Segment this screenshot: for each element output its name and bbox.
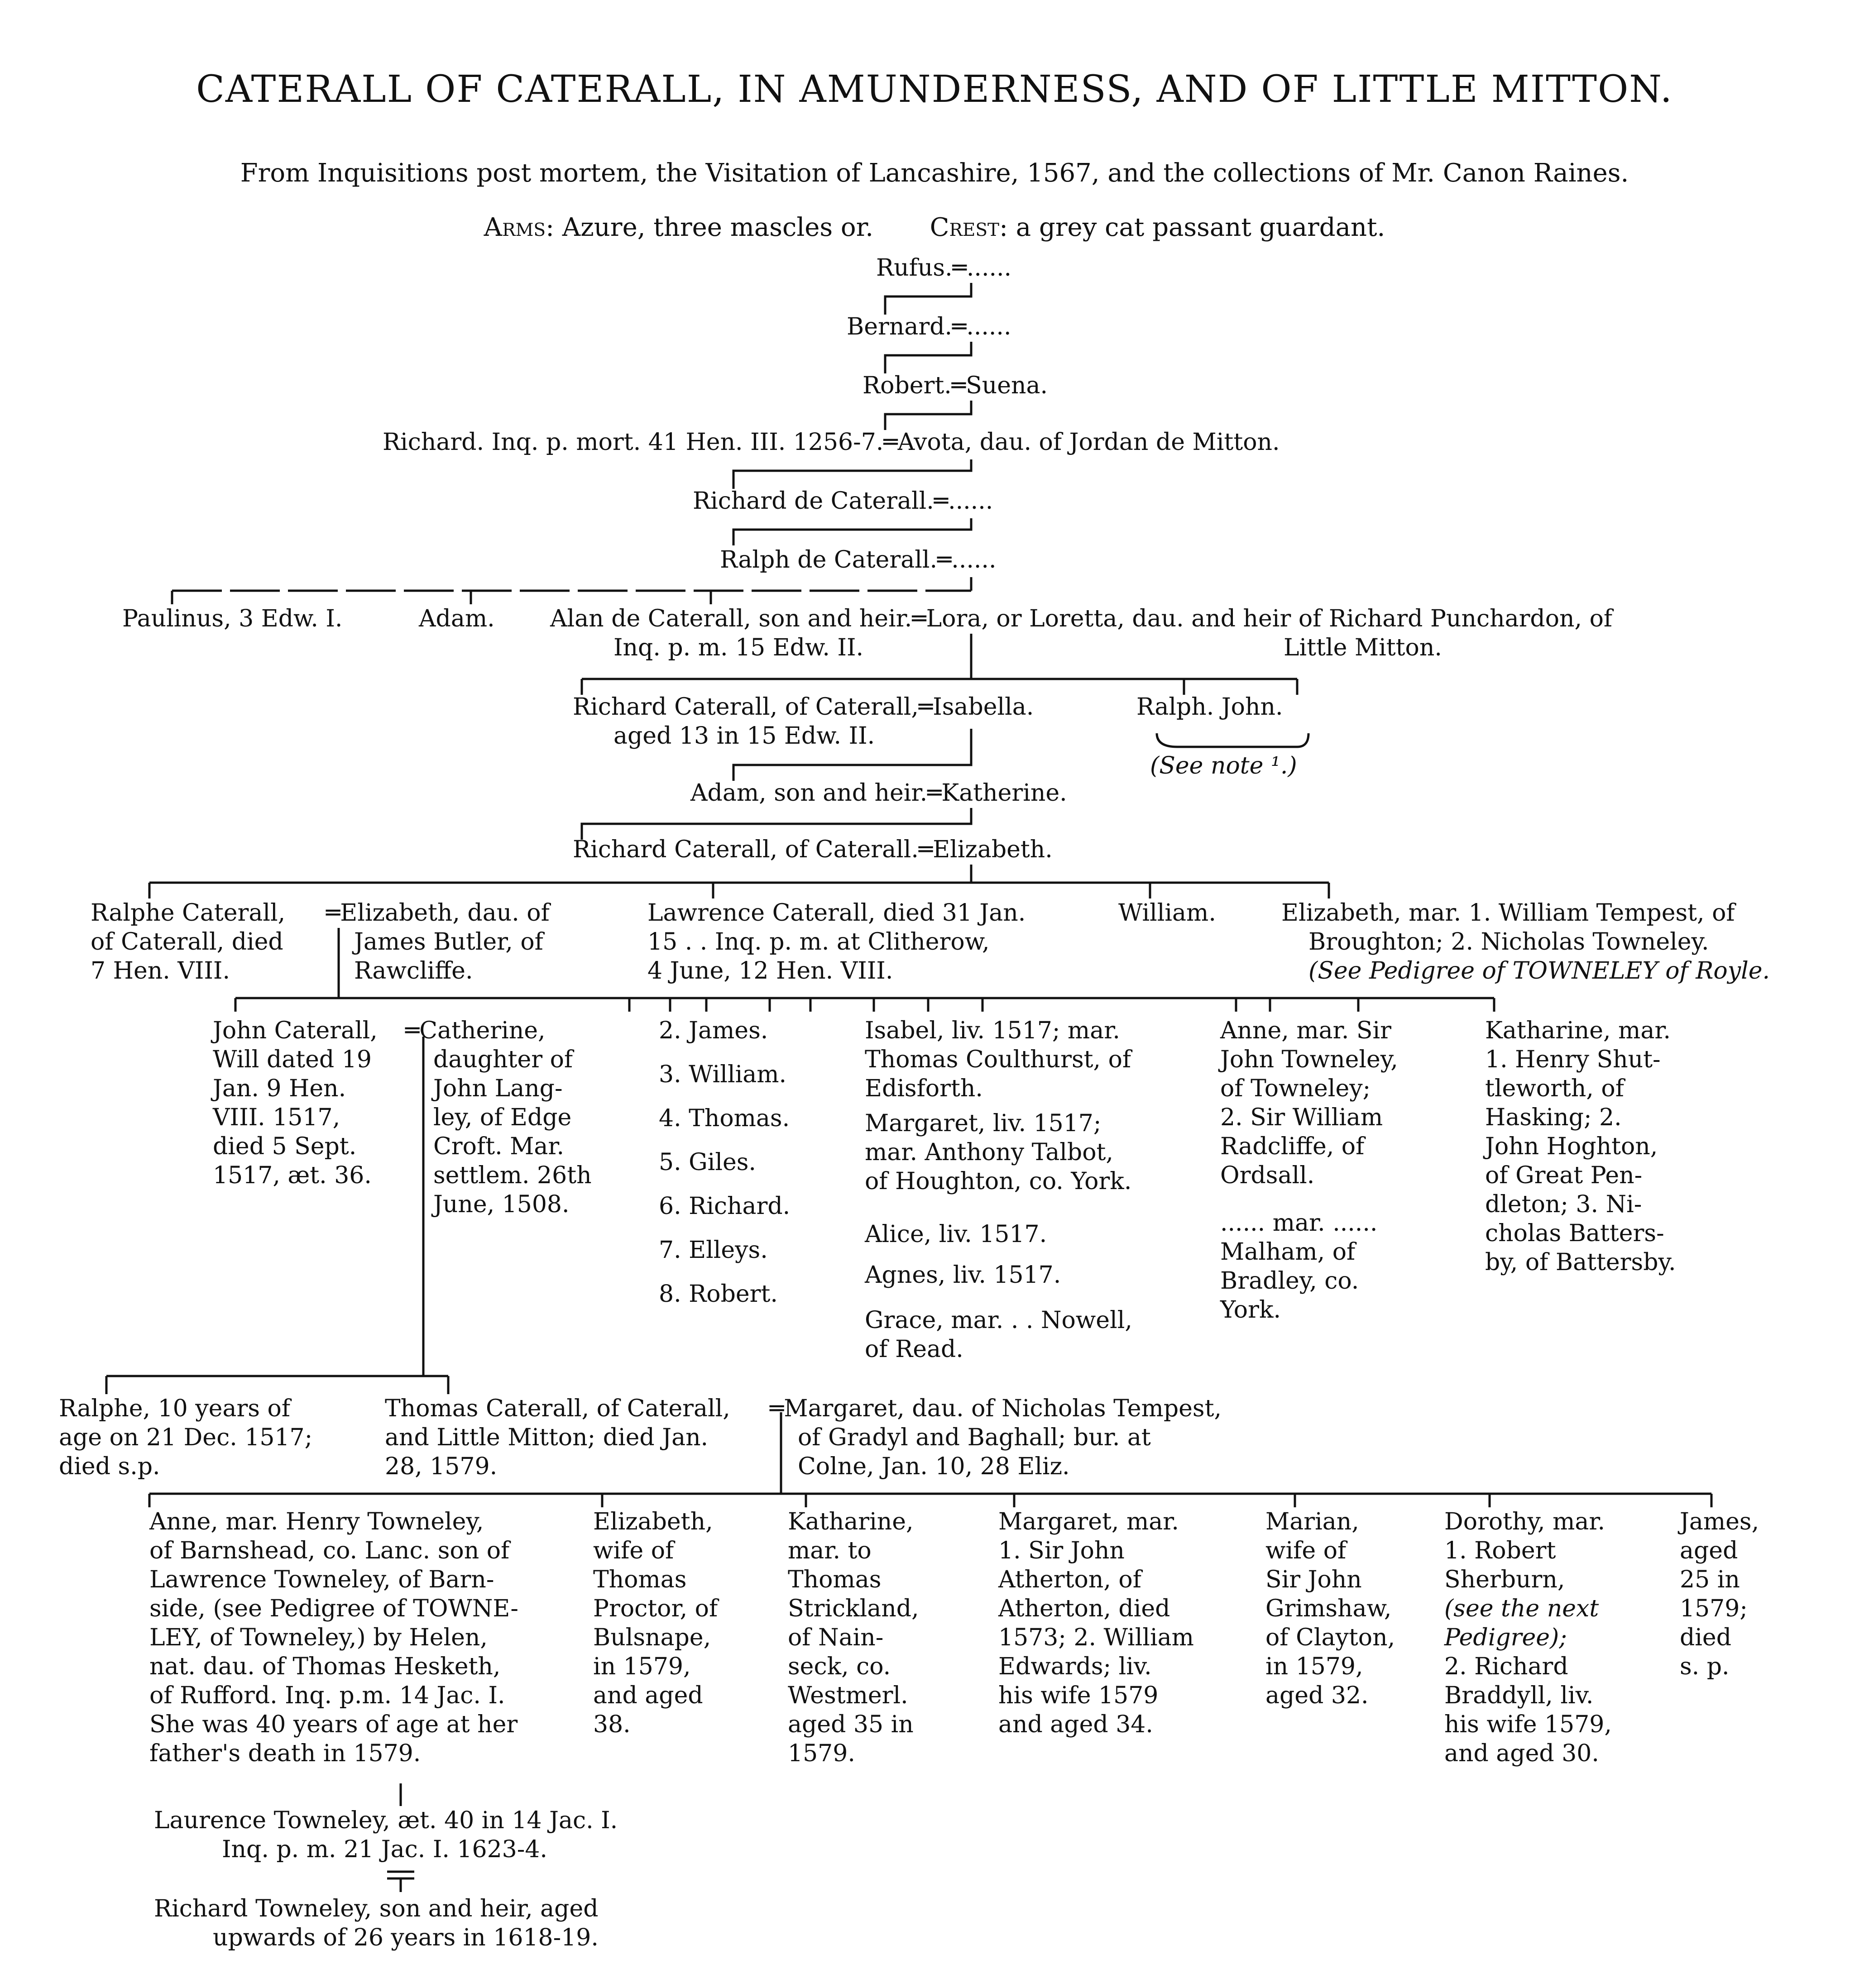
adam: Adam. (419, 605, 495, 632)
malham: ...... mar. ...... Malham, of Bradley, co. York. (1220, 1209, 1378, 1324)
ralphe-caterall: Ralphe Caterall, of Caterall, died 7 Hen. VIII. (91, 899, 286, 984)
child-dorothy: Dorothy, mar. 1. Robert Sherburn, (see the next Pedigree); 2. Richard Braddyll, liv. his wife 1579, and aged 30. (1444, 1508, 1612, 1767)
elizabeth-tempest: Elizabeth, mar. 1. William Tempest, of Broughton; 2. Nicholas Towneley. (See Pedigree of TOWNELEY of Royle. (1281, 899, 1770, 984)
margaret-talbot: Margaret, liv. 1517; mar. Anthony Talbot, of Houghton, co. York. (865, 1110, 1132, 1195)
sons-list: 2. James. 3. William. 4. Thomas. 5. Giles. 6. Richard. 7. Elleys. 8. Robert. (659, 1017, 791, 1308)
ralph-john: Ralph. John. (1136, 693, 1283, 721)
arms-line (0, 213, 1869, 242)
child-elizabeth: Elizabeth, wife of Thomas Proctor, of Bulsnape, in 1579, and aged 38. (593, 1508, 718, 1738)
document-title: CATERALL OF CATERALL, IN AMUNDERNESS, AND OF LITTLE MITTON. (196, 68, 1673, 111)
gen-richard: Richard. Inq. p. mort. 41 Hen. III. 1256-7.═Avota, dau. of Jordan de Mitton. (383, 429, 1280, 456)
paulinus: Paulinus, 3 Edw. I. (122, 605, 343, 632)
ralphe-died-sp: Ralphe, 10 years of age on 21 Dec. 1517; died s.p. (59, 1395, 313, 1480)
catherine-langley: ═Catherine, daughter of John Lang- ley, of Edge Croft. Mar. settlem. 26th June, 1508. (405, 1017, 592, 1218)
elizabeth-butler: ═Elizabeth, dau. of James Butler, of Rawcliffe. (326, 899, 550, 984)
anne-towneley: Anne, mar. Sir John Towneley, of Towneley; 2. Sir William Radcliffe, of Ordsall. (1220, 1017, 1398, 1189)
john-caterall: John Caterall, Will dated 19 Jan. 9 Hen. VIII. 1517, died 5 Sept. 1517, æt. 36. (213, 1017, 378, 1189)
richard-caterall-line-2: aged 13 in 15 Edw. II. (613, 722, 875, 750)
child-james: James, aged 25 in 1579; died s. p. (1680, 1508, 1759, 1680)
child-anne: Anne, mar. Henry Towneley, of Barnshead, co. Lanc. son of Lawrence Towneley, of Barn- side, (see Pedigree of TOWNE- LEY, of Towneley,) by Helen, nat. dau. of Thomas Hesketh, of Rufford. Inq. p.m. 14 Jac. I. She was 40 years of age at her father's death in 1579. (149, 1508, 518, 1767)
richard-caterall-line-1: Richard Caterall, of Caterall,═Isabella. (573, 693, 1034, 721)
child-katharine: Katharine, mar. to Thomas Strickland, of Nain- seck, co. Westmerl. aged 35 in 1579. (788, 1508, 919, 1767)
lawrence-caterall: Lawrence Caterall, died 31 Jan. 15 . . Inq. p. m. at Clitherow, 4 June, 12 Hen. VIII. (647, 899, 1026, 984)
child-marian: Marian, wife of Sir John Grimshaw, of Clayton, in 1579, aged 32. (1265, 1508, 1395, 1709)
richard-towneley: Richard Towneley, son and heir, aged upwards of 26 years in 1618-19. (154, 1895, 599, 1951)
laurence-towneley: Laurence Towneley, æt. 40 in 14 Jac. I. Inq. p. m. 21 Jac. I. 1623-4. (154, 1807, 618, 1863)
alice: Alice, liv. 1517. (865, 1221, 1047, 1248)
adam-son-and-heir: Adam, son and heir.═Katherine. (690, 779, 1067, 807)
gen-richard-de-caterall: Richard de Caterall.═...... (693, 487, 993, 515)
grace: Grace, mar. . . Nowell, of Read. (865, 1307, 1132, 1363)
william: William. (1118, 899, 1216, 927)
gen-ralph-de-caterall: Ralph de Caterall.═...... (720, 546, 997, 573)
isabel: Isabel, liv. 1517; mar. Thomas Coulthurst, of Edisforth. (865, 1017, 1131, 1102)
gen-robert: Robert.═Suena. (863, 372, 1048, 399)
margaret-tempest: ═Margaret, dau. of Nicholas Tempest, of Gradyl and Baghall; bur. at Colne, Jan. 10, 28 Eliz. (770, 1395, 1222, 1480)
alan-line-2: Inq. p. m. 15 Edw. II. (613, 634, 864, 661)
alan-line-1: Alan de Caterall, son and heir.═Lora, or Loretta, dau. and heir of Richard Punchardon, of (550, 605, 1613, 632)
gen-rufus: Rufus.═...... (876, 254, 1012, 282)
agnes: Agnes, liv. 1517. (865, 1262, 1061, 1289)
document-subtitle: From Inquisitions post mortem, the Visitation of Lancashire, 1567, and the collections of Mr. Canon Raines. (240, 158, 1629, 188)
see-note: (See note ¹.) (1150, 752, 1297, 779)
crest-text: a grey cat passant guardant. (1016, 213, 1385, 242)
katharine-shuttleworth: Katharine, mar. 1. Henry Shut- tleworth, of Hasking; 2. John Hoghton, of Great Pen- dleton; 3. Ni- cholas Batters- by, of Battersby. (1485, 1017, 1676, 1276)
child-margaret: Margaret, mar. 1. Sir John Atherton, of Atherton, died 1573; 2. William Edwards; liv. his wife 1579 and aged 34. (998, 1508, 1194, 1738)
richard-caterall-elizabeth: Richard Caterall, of Caterall.═Elizabeth. (573, 836, 1053, 863)
arms-label: Arms: (484, 213, 554, 242)
crest-label: Crest: (930, 213, 1008, 242)
arms-text: Azure, three mascles or. (562, 213, 874, 242)
thomas-caterall: Thomas Caterall, of Caterall, and Little Mitton; died Jan. 28, 1579. (385, 1395, 730, 1480)
gen-bernard: Bernard.═...... (847, 313, 1011, 340)
alan-line-3: Little Mitton. (1284, 634, 1442, 661)
